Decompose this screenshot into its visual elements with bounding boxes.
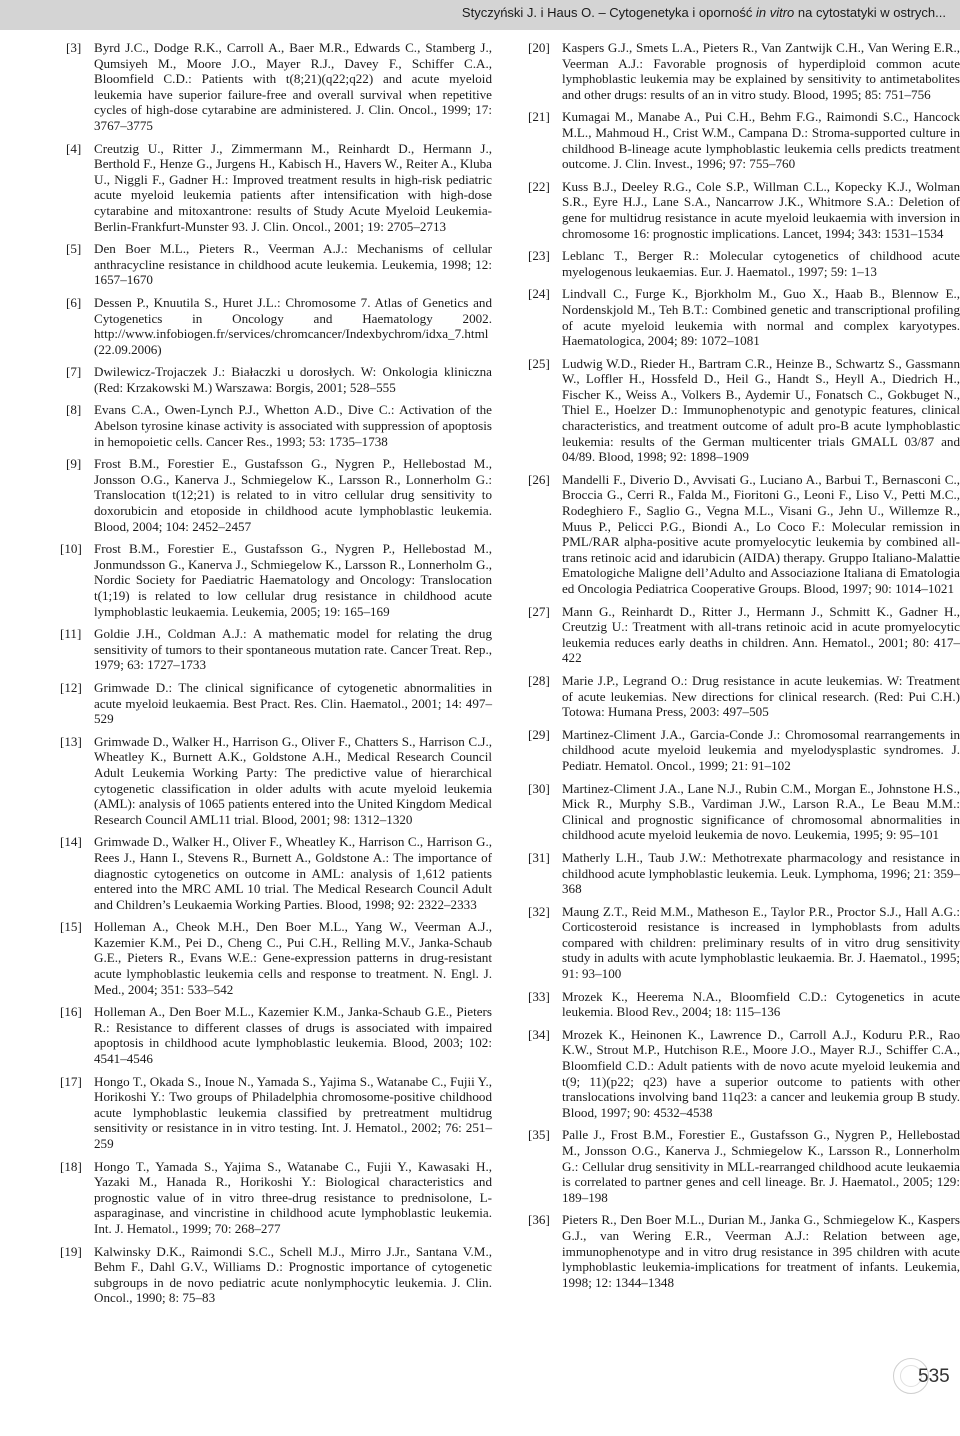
reference-item bbox=[60, 733, 492, 828]
reference-number: [24] bbox=[528, 286, 550, 302]
reference-number: [10] bbox=[60, 541, 82, 557]
reference-text: Creutzig U., Ritter J., Zimmermann M., Reinhardt D., Hermann J., Berthold F., Henze G., Jurgens H., Kabisch H., Havers W., Reiter A., Kluba U., Niggli F., Gadner H.: Improved treatment results in high-risk pediatric acute myeloid leukemia patients after intensification with high-dose cytarabine and mitoxantrone: results of Study Acute Myeloid Leukemia-Berlin-Frankfurt-Munster 93. J. Clin. Oncol., 2001; 19: 2705–2713 bbox=[94, 140, 492, 234]
reference-item bbox=[528, 471, 960, 597]
running-head bbox=[462, 5, 946, 20]
running-head-suffix: na cytostatyki w ostrych... bbox=[794, 5, 946, 20]
reference-item bbox=[66, 295, 492, 357]
reference-text: Frost B.M., Forestier E., Gustafsson G., Nygren P., Hellebostad M., Jonmundsson G., Kanerva J., Schmiegelow K., Larsson R., Lonnerholm G., Nordic Society for Paediatric Haematology and Oncology: Translocation t(1;19) is related to low cellular drug resistance in childhood acute lymphoblastic leukaemia. Leukemia, 2005; 19: 165–169 bbox=[94, 541, 492, 619]
reference-item bbox=[60, 679, 492, 727]
reference-number: [30] bbox=[528, 780, 550, 796]
reference-number: [12] bbox=[60, 679, 82, 695]
reference-text: Mann G., Reinhardt D., Ritter J., Hermann J., Schmitt K., Gadner H., Creutzig U.: Treatment with all-trans retinoic acid in acute promyelocytic leukemia reduces early deaths in children. Ann. Hematol., 2001; 80: 417–422 bbox=[562, 603, 960, 666]
reference-text: Holleman A., Den Boer M.L., Kazemier K.M., Janka-Schaub G.E., Pieters R.: Resistance to different classes of drugs is associated with impaired apoptosis in childhood acute lymphoblastic leukemia. Blood, 2003; 102: 4541–4546 bbox=[94, 1004, 492, 1067]
reference-number: [23] bbox=[528, 248, 550, 264]
reference-item bbox=[528, 1026, 960, 1121]
reference-item bbox=[60, 1243, 492, 1306]
reference-item bbox=[66, 40, 492, 134]
reference-item bbox=[528, 248, 960, 279]
reference-number: [5] bbox=[66, 241, 82, 257]
reference-item bbox=[528, 672, 960, 720]
reference-text: Lindvall C., Furge K., Bjorkholm M., Guo X., Haab B., Blennow E., Nordenskjold M., Teh B.T.: Combined genetic and transcriptional profiling of acute myeloid leukemia with normal and complex karyotypes. Haematologica, 2004; 89: 1072–1081 bbox=[562, 286, 960, 349]
reference-number: [15] bbox=[60, 919, 82, 935]
reference-text: Grimwade D., Walker H., Harrison G., Oliver F., Chatters S., Harrison C.J., Wheatley K., Burnett A.K., Goldstone A.H., Medical Research Council Adult Leukemia Working Party: The predictive value of hierarchical cytogenetic classification in older adults with acute myeloid leukemia (AML): analysis of 1065 patients entered into the United Kingdom Medical Research Council AML11 trial. Blood, 2001; 98: 1312–1320 bbox=[94, 733, 492, 827]
reference-number: [29] bbox=[528, 726, 550, 742]
reference-text: Frost B.M., Forestier E., Gustafsson G., Nygren P., Hellebostad M., Jonsson O.G., Kanerva J., Schmiegelow K., Larsson R., Lonnerholm G.: Translocation t(12;21) is related to in vitro cellular drug sensitivity to doxorubicin and etoposide in childhood acute lymphoblastic leukemia. Blood, 2004; 104: 2452–2457 bbox=[94, 456, 492, 534]
reference-text: Leblanc T., Berger R.: Molecular cytogenetics of childhood acute myelogenous leukaemias. Eur. J. Haematol., 1997; 59: 1–13 bbox=[562, 248, 960, 279]
reference-item bbox=[60, 626, 492, 673]
reference-item bbox=[528, 988, 960, 1020]
reference-text: Martinez-Climent J.A., Garcia-Conde J.: Chromosomal rearrangements in childhood acute myeloid leukemia and myelodysplastic syndromes. J. Pediatr. Hematol. Oncol., 1999; 21: 91–102 bbox=[562, 726, 960, 773]
reference-item bbox=[528, 726, 960, 774]
reference-text: Den Boer M.L., Pieters R., Veerman A.J.: Mechanisms of cellular anthracycline resistance in childhood acute leukemia. Leukemia, 1998; 12: 1657–1670 bbox=[94, 241, 492, 288]
reference-item bbox=[60, 919, 492, 997]
reference-number: [31] bbox=[528, 849, 550, 865]
reference-number: [27] bbox=[528, 603, 550, 619]
reference-number: [4] bbox=[66, 140, 82, 156]
reference-text: Kalwinsky D.K., Raimondi S.C., Schell M.J., Mirro J.Jr., Santana V.M., Behm F., Dahl G.V., Williams D.: Prognostic importance of cytogenetic subgroups in de novo pediatric acute nonlymphocytic leukemia. J. Clin. Oncol., 1990; 8: 75–83 bbox=[94, 1243, 492, 1306]
references-right-column bbox=[528, 40, 960, 1297]
reference-item bbox=[60, 1158, 492, 1237]
running-head-italic: in vitro bbox=[755, 5, 795, 20]
reference-number: [32] bbox=[528, 903, 550, 919]
reference-number: [11] bbox=[60, 626, 82, 642]
reference-text: Dwilewicz-Trojaczek J.: Białaczki u dorosłych. W: Onkologia kliniczna (Red: Krzakowski M.) Warszawa: Borgis, 2001; 528–555 bbox=[94, 364, 492, 395]
reference-text: Grimwade D.: The clinical significance of cytogenetic abnormalities in acute myeloid leukaemia. Best Pract. Res. Clin. Haematol., 2001; 14: 497–529 bbox=[94, 679, 492, 727]
reference-item bbox=[528, 849, 960, 897]
reference-item bbox=[60, 1073, 492, 1152]
running-header-bar bbox=[0, 0, 960, 30]
reference-item bbox=[60, 834, 492, 912]
reference-text: Byrd J.C., Dodge R.K., Carroll A., Baer M.R., Edwards C., Stamberg J., Qumsiyeh M., Moore J.O., Mayer R.J., Davey F., Schiffer C.A., Bloomfield C.D.: Patients with t(8;21)(q22;q22) and acute myeloid leukemia have superior failure-free and overall survival when repetitive cycles of high-dose cytarabine are administered. J. Clin. Oncol., 1999; 17: 3767–3775 bbox=[94, 40, 492, 133]
reference-item bbox=[66, 402, 492, 449]
reference-number: [13] bbox=[60, 733, 82, 749]
reference-number: [19] bbox=[60, 1243, 82, 1259]
reference-item bbox=[528, 1212, 960, 1290]
reference-number: [34] bbox=[528, 1026, 550, 1042]
reference-item bbox=[528, 355, 960, 465]
reference-number: [21] bbox=[528, 109, 550, 125]
reference-item bbox=[528, 178, 960, 241]
reference-number: [20] bbox=[528, 40, 550, 55]
reference-number: [22] bbox=[528, 178, 550, 194]
reference-number: [3] bbox=[66, 40, 82, 55]
reference-number: [17] bbox=[60, 1073, 82, 1089]
reference-text: Dessen P., Knuutila S., Huret J.L.: Chromosome 7. Atlas of Genetics and Cytogenetics in Oncology and Haematology 2002. http://www.infobiogen.fr/services/chromcancer/Indexbychrom/idxa_7.html (22.09.2006) bbox=[94, 294, 492, 357]
reference-text: Pieters R., Den Boer M.L., Durian M., Janka G., Schmiegelow K., Kaspers G.J., van Wering E.R., Veerman A.J.: Relation between age, immunophenotype and in vitro drug resistance in 395 children with acute lymphoblastic leukemia-implications for treatment of infants. Leukemia, 1998; 12: 1344–1348 bbox=[562, 1212, 960, 1290]
reference-number: [26] bbox=[528, 471, 550, 487]
reference-number: [7] bbox=[66, 364, 82, 380]
reference-text: Ludwig W.D., Rieder H., Bartram C.R., Heinze B., Schwartz S., Gassmann W., Loffler H., Hossfeld D., Heil G., Handt S., Heyll A., Diedrich H., Fischer K., Weiss A., Volkers B., Aydemir U., Fonatsch C., Gokbuget N., Thiel E., Hoelzer D.: Immunophenotypic and genotypic features, clinical characteristics, and treatment outcome of adult pro-B acute lymphoblastic leukemia: results of the German multicenter trials GMALL 03/87 and 04/89. Blood, 1998; 92: 1898–1909 bbox=[562, 355, 960, 465]
reference-text: Palle J., Frost B.M., Forestier E., Gustafsson G., Nygren P., Hellebostad M., Jonsson O.G., Kanerva J., Schmiegelow K., Larsson R., Lonnerholm G.: Cellular drug sensitivity in MLL-rearranged childhood acute leukaemia is correlated to partner genes and cell lineage. Br. J. Haematol., 2005; 129: 189–198 bbox=[562, 1127, 960, 1205]
running-head-prefix: Styczyński J. i Haus O. – Cytogenetyka i oporność bbox=[461, 5, 756, 20]
reference-number: [35] bbox=[528, 1127, 550, 1143]
reference-number: [36] bbox=[528, 1212, 550, 1228]
reference-number: [9] bbox=[66, 456, 82, 472]
reference-text: Martinez-Climent J.A., Lane N.J., Rubin C.M., Morgan E., Johnstone H.S., Mick R., Murphy S.B., Vardiman J.W., Larson R.A., Le Beau M.M.: Clinical and prognostic significance of chromosomal abnormalities in childhood acute myeloid leukemia de novo. Leukemia, 1995; 9: 95–101 bbox=[562, 780, 960, 843]
reference-text: Mrozek K., Heerema N.A., Bloomfield C.D.: Cytogenetics in acute leukemia. Blood Rev., 2004; 18: 115–136 bbox=[562, 988, 960, 1020]
reference-item bbox=[66, 241, 492, 288]
reference-text: Marie J.P., Legrand O.: Drug resistance in acute leukemias. W: Treatment of acute leukemias. New directions for clinical research. (Red: Pui C.H.) Totowa: Humana Press, 2003: 497–505 bbox=[562, 672, 960, 720]
reference-text: Hongo T., Yamada S., Yajima S., Watanabe C., Fujii Y., Kawasaki H., Yazaki M., Hanada R., Horikoshi Y.: Biological characteristics and prognostic value of in vitro three-drug resistance to prednisolone, L-asparaginase, and vincristine in childhood acute lymphoblastic leukemia. Int. J. Hematol., 1999; 70: 268–277 bbox=[94, 1158, 492, 1236]
reference-item bbox=[528, 603, 960, 666]
reference-text: Goldie J.H., Coldman A.J.: A mathematic model for relating the drug sensitivity of tumors to their spontaneous mutation rate. Cancer Treat. Rep., 1979; 63: 1727–1733 bbox=[94, 626, 492, 673]
reference-text: Maung Z.T., Reid M.M., Matheson E., Taylor P.R., Proctor S.J., Hall A.G.: Corticosteroid resistance is increased in lymphoblasts from adults compared with children: preliminary results of in vitro drug sensitivity study in adults with acute lymphoblastic leukaemia. Br. J. Haematol., 1995; 91: 93–100 bbox=[562, 903, 960, 982]
reference-number: [33] bbox=[528, 988, 550, 1004]
reference-item bbox=[60, 541, 492, 619]
reference-number: [18] bbox=[60, 1158, 82, 1174]
references-left-column bbox=[60, 40, 492, 1313]
reference-number: [16] bbox=[60, 1004, 82, 1020]
reference-number: [8] bbox=[66, 402, 82, 418]
reference-item bbox=[528, 109, 960, 172]
reference-text: Mandelli F., Diverio D., Avvisati G., Luciano A., Barbui T., Bernasconi C., Broccia G., Cerri R., Falda M., Fioritoni G., Leoni F., Liso V., Petti M.C., Rodeghiero F., Saglio G., Vegna M.L., Visani G., Jehn U., Willemze R., Muus P., Pelicci P.G., Biondi A., Lo Coco F.: Molecular remission in PML/RAR alpha-positive acute promyelocytic leukemia by combined all-trans retinoic acid and idarubicin (AIDA) therapy. Gruppo Italiano-Malattie Ematologiche Maligne dell’Adulto and Associazione Italiana di Ematologia ed Oncologia Pediatrica Cooperative Groups. Blood, 1997; 90: 1014–1021 bbox=[562, 471, 960, 596]
reference-item bbox=[66, 364, 492, 395]
reference-text: Grimwade D., Walker H., Oliver F., Wheatley K., Harrison C., Harrison G., Rees J., Hann I., Stevens R., Burnett A., Goldstone A.: The importance of diagnostic cytogenetics on outcome in AML: analysis of 1,612 patients entered into the MRC AML 10 trial. The Medical Research Council Adult and Children’s Leukaemia Working Parties. Blood, 1998; 92: 2322–2333 bbox=[94, 834, 492, 912]
reference-text: Kuss B.J., Deeley R.G., Cole S.P., Willman C.L., Kopecky K.J., Wolman S.R., Eyre H.J., Lane S.A., Nancarrow J.K., Whitmore S.A.: Deletion of gene for multidrug resistance in acute myeloid leukaemia with inversion in chromosome 16: prognostic implications. Lancet, 1994; 343: 1531–1534 bbox=[562, 178, 960, 241]
reference-text: Evans C.A., Owen-Lynch P.J., Whetton A.D., Dive C.: Activation of the Abelson tyrosine kinase activity is associated with suppression of apoptosis in hemopoietic cells. Cancer Res., 1993; 53: 1735–1738 bbox=[94, 402, 492, 449]
reference-text: Holleman A., Cheok M.H., Den Boer M.L., Yang W., Veerman A.J., Kazemier K.M., Pei D., Cheng C., Pui C.H., Relling M.V., Janka-Schaub G.E., Pieters R., Evans W.E.: Gene-expression patterns in drug-resistant acute lymphoblastic leukemia cells and response to treatment. N. Engl. J. Med., 2004; 351: 533–542 bbox=[94, 919, 492, 997]
page-number: 535 bbox=[918, 1366, 950, 1387]
reference-text: Mrozek K., Heinonen K., Lawrence D., Carroll A.J., Koduru P.R., Rao K.W., Strout M.P., Hutchison R.E., Moore J.O., Mayer R.J., Schiffer C.A., Bloomfield C.D.: Adult patients with de novo acute myeloid leukemia and t(9; 11)(p22; q23) have a superior outcome to patients with other translocations involving band 11q23: a cancer and leukemia group B study. Blood, 1997; 90: 4532–4538 bbox=[562, 1026, 960, 1120]
reference-text: Hongo T., Okada S., Inoue N., Yamada S., Yajima S., Watanabe C., Fujii Y., Horikoshi Y.: Two groups of Philadelphia chromosome-positive childhood acute lymphoblastic leukemia classified by pretreatment multidrug sensitivity or resistance in in vitro testing. Int. J. Hematol., 2002; 76: 251–259 bbox=[94, 1073, 492, 1151]
reference-text: Kumagai M., Manabe A., Pui C.H., Behm F.G., Raimondi S.C., Hancock M.L., Mahmoud H., Crist W.M., Campana D.: Stroma-supported culture in childhood B-lineage acute lymphoblastic leukemia cells predicts treatment outcome. J. Clin. Invest., 1996; 97: 755–760 bbox=[562, 109, 960, 172]
reference-text: Kaspers G.J., Smets L.A., Pieters R., Van Zantwijk C.H., Van Wering E.R., Veerman A.J.: Favorable prognosis of hyperdiploid common acute lymphoblastic leukemia may be explained by sensitivity to antimetabolites and other drugs: results of an in vitro study. Blood, 1995; 85: 751–756 bbox=[562, 40, 960, 102]
reference-text: Matherly L.H., Taub J.W.: Methotrexate pharmacology and resistance in childhood acute lymphoblastic leukemia. Leuk. Lymphoma, 1996; 21: 359–368 bbox=[562, 849, 960, 897]
reference-item bbox=[528, 1127, 960, 1205]
reference-item bbox=[528, 903, 960, 982]
reference-item bbox=[528, 780, 960, 843]
reference-number: [6] bbox=[66, 294, 82, 310]
reference-item bbox=[66, 456, 492, 534]
reference-number: [28] bbox=[528, 672, 550, 688]
reference-item bbox=[528, 40, 960, 102]
reference-item bbox=[528, 286, 960, 349]
reference-number: [14] bbox=[60, 834, 82, 850]
reference-item bbox=[66, 141, 492, 235]
reference-number: [25] bbox=[528, 355, 550, 371]
reference-item bbox=[60, 1004, 492, 1067]
